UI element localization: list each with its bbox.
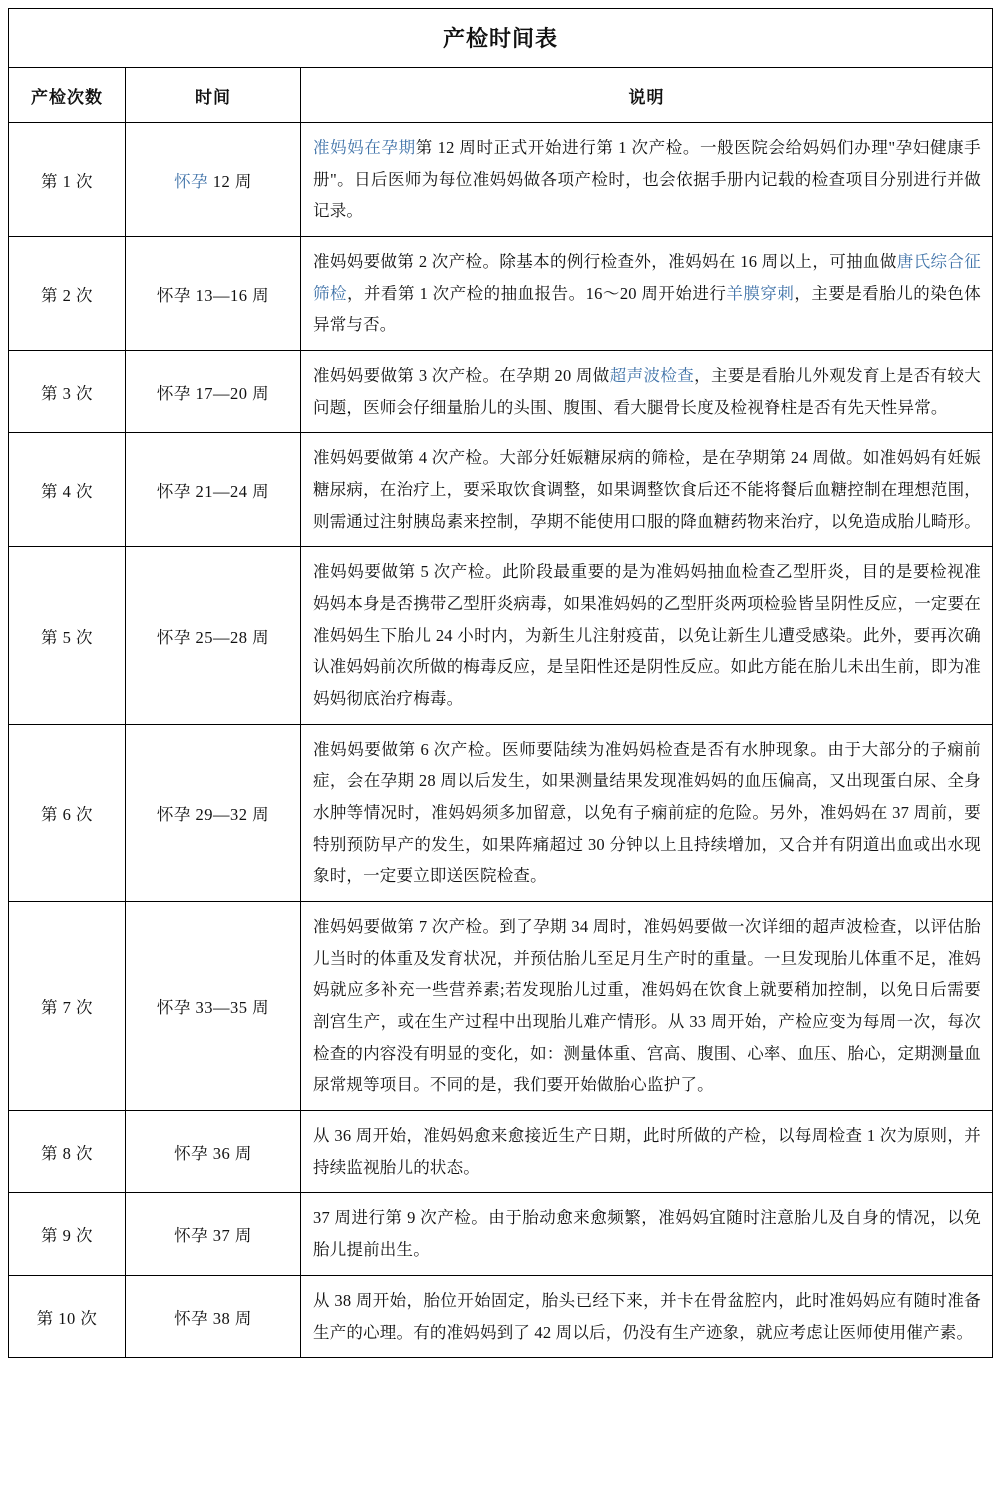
- description-text: 准妈妈要做第 2 次产检。除基本的例行检查外，准妈妈在 16 周以上，可抽血做: [313, 252, 897, 272]
- table-row: [9, 433, 993, 547]
- checkup-description: [301, 123, 993, 237]
- prenatal-checkup-schedule-table: [8, 8, 993, 1358]
- checkup-description: [301, 902, 993, 1111]
- checkup-time-rest: 12 周: [208, 171, 252, 191]
- description-paragraph: [313, 132, 981, 227]
- checkup-time: 怀孕 17—20 周: [126, 351, 301, 433]
- page-title: 产检时间表: [9, 9, 993, 68]
- description-paragraph: [313, 246, 981, 341]
- checkup-count: 第 10 次: [9, 1275, 126, 1357]
- checkup-time: 怀孕 37 周: [126, 1193, 301, 1275]
- checkup-time: [126, 123, 301, 237]
- table-row: [9, 237, 993, 351]
- description-paragraph: 准妈妈要做第 5 次产检。此阶段最重要的是为准妈妈抽血检查乙型肝炎，目的是要检视准妈妈本身是否携带乙型肝炎病毒，如果准妈妈的乙型肝炎两项检验皆呈阴性反应，一定要在准妈妈生下胎儿 24 小时内，为新生儿注射疫苗，以免让新生儿遭受感染。此外，要再次确认准妈妈前次所做的梅毒反应，是呈阳性还是阴性反应。如此方能在胎儿未出生前，即为准妈妈彻底治疗梅毒。: [313, 562, 981, 709]
- checkup-description: [301, 1275, 993, 1357]
- checkup-count: 第 5 次: [9, 547, 126, 724]
- description-highlight: 羊膜穿刺: [726, 283, 795, 303]
- description-highlight: 准妈妈在孕期: [313, 138, 416, 157]
- table-row: [9, 1111, 993, 1193]
- checkup-description: [301, 1111, 993, 1193]
- checkup-time: 怀孕 38 周: [126, 1275, 301, 1357]
- checkup-description: [301, 433, 993, 547]
- description-highlight: 唐氏综合征筛检: [313, 252, 981, 303]
- description-text: 第 12 周时正式开始进行第 1 次产检。一般医院会给妈妈们办理"孕妇健康手册"。日后医师为每位准妈妈做各项产检时，也会依据手册内记载的检查项目分别进行并做记录。: [313, 138, 981, 221]
- checkup-time: 怀孕 33—35 周: [126, 902, 301, 1111]
- table-row: [9, 1193, 993, 1275]
- checkup-description: [301, 1193, 993, 1275]
- description-paragraph: [313, 360, 981, 423]
- checkup-description: [301, 547, 993, 724]
- description-paragraph: 准妈妈要做第 6 次产检。医师要陆续为准妈妈检查是否有水肿现象。由于大部分的子痫前症，会在孕期 28 周以后发生，如果测量结果发现准妈妈的血压偏高，又出现蛋白尿、全身水肿等情况时，准妈妈须多加留意，以免有子痫前症的危险。另外，准妈妈在 37 周前，要特别预防早产的发生，如果阵痛超过 30 分钟以上且持续增加，又合并有阴道出血或出水现象时，一定要立即送医院检查。: [313, 739, 981, 886]
- checkup-count: 第 6 次: [9, 724, 126, 901]
- description-paragraph: 从 36 周开始，准妈妈愈来愈接近生产日期，此时所做的产检，以每周检查 1 次为原则，并持续监视胎儿的状态。: [313, 1126, 981, 1177]
- description-text: ，并看第 1 次产检的抽血报告。16～20 周开始进行: [347, 283, 727, 303]
- table-row: [9, 902, 993, 1111]
- checkup-count: 第 1 次: [9, 123, 126, 237]
- table-row: [9, 547, 993, 724]
- checkup-time: 怀孕 29—32 周: [126, 724, 301, 901]
- checkup-count: 第 3 次: [9, 351, 126, 433]
- description-paragraph: 从 38 周开始，胎位开始固定，胎头已经下来，并卡在骨盆腔内，此时准妈妈应有随时准备生产的心理。有的准妈妈到了 42 周以后，仍没有生产迹象，就应考虑让医师使用催产素。: [313, 1290, 981, 1342]
- table-header-row: [9, 68, 993, 123]
- description-paragraph: 37 周进行第 9 次产检。由于胎动愈来愈频繁，准妈妈宜随时注意胎儿及自身的情况，以免胎儿提前出生。: [313, 1208, 981, 1260]
- column-header-time: 时间: [126, 68, 301, 123]
- description-text: 准妈妈要做第 3 次产检。在孕期 20 周做: [313, 366, 610, 386]
- checkup-count: 第 7 次: [9, 902, 126, 1111]
- checkup-count: 第 9 次: [9, 1193, 126, 1275]
- table-row: [9, 724, 993, 901]
- checkup-description: [301, 724, 993, 901]
- column-header-count: 产检次数: [9, 68, 126, 123]
- table-row: [9, 123, 993, 237]
- checkup-time: 怀孕 21—24 周: [126, 433, 301, 547]
- checkup-description: [301, 351, 993, 433]
- checkup-time-highlight: 怀孕: [174, 171, 209, 191]
- description-highlight: 超声波检查: [609, 366, 695, 386]
- checkup-count: 第 8 次: [9, 1111, 126, 1193]
- checkup-time: 怀孕 13—16 周: [126, 237, 301, 351]
- checkup-description: [301, 237, 993, 351]
- checkup-count: 第 2 次: [9, 237, 126, 351]
- checkup-time: 怀孕 25—28 周: [126, 547, 301, 724]
- column-header-desc: 说明: [301, 68, 993, 123]
- description-paragraph: 准妈妈要做第 4 次产检。大部分妊娠糖尿病的筛检，是在孕期第 24 周做。如准妈妈有妊娠糖尿病，在治疗上，要采取饮食调整，如果调整饮食后还不能将餐后血糖控制在理想范围，则需通过注射胰岛素来控制，孕期不能使用口服的降血糖药物来治疗，以免造成胎儿畸形。: [313, 448, 981, 531]
- description-text: ，主要是看胎儿的染色体异常与否。: [313, 283, 981, 335]
- checkup-time: 怀孕 36 周: [126, 1111, 301, 1193]
- description-text: ，主要是看胎儿外观发育上是否有较大问题，医师会仔细量胎儿的头围、腹围、看大腿骨长度及检视脊柱是否有先天性异常。: [313, 366, 982, 417]
- checkup-count: 第 4 次: [9, 433, 126, 547]
- table-row: [9, 351, 993, 433]
- table-title-row: [9, 9, 993, 68]
- description-paragraph: 准妈妈要做第 7 次产检。到了孕期 34 周时，准妈妈要做一次详细的超声波检查，以评估胎儿当时的体重及发育状况，并预估胎儿至足月生产时的重量。一旦发现胎儿体重不足，准妈妈就应多补充一些营养素;若发现胎儿过重，准妈妈在饮食上就要稍加控制，以免日后需要剖宫生产，或在生产过程中出现胎儿难产情形。从 33 周开始，产检应变为每周一次，每次检查的内容没有明显的变化，如：测量体重、宫高、腹围、心率、血压、胎心，定期测量血尿常规等项目。不同的是，我们要开始做胎心监护了。: [313, 917, 981, 1095]
- table-row: [9, 1275, 993, 1357]
